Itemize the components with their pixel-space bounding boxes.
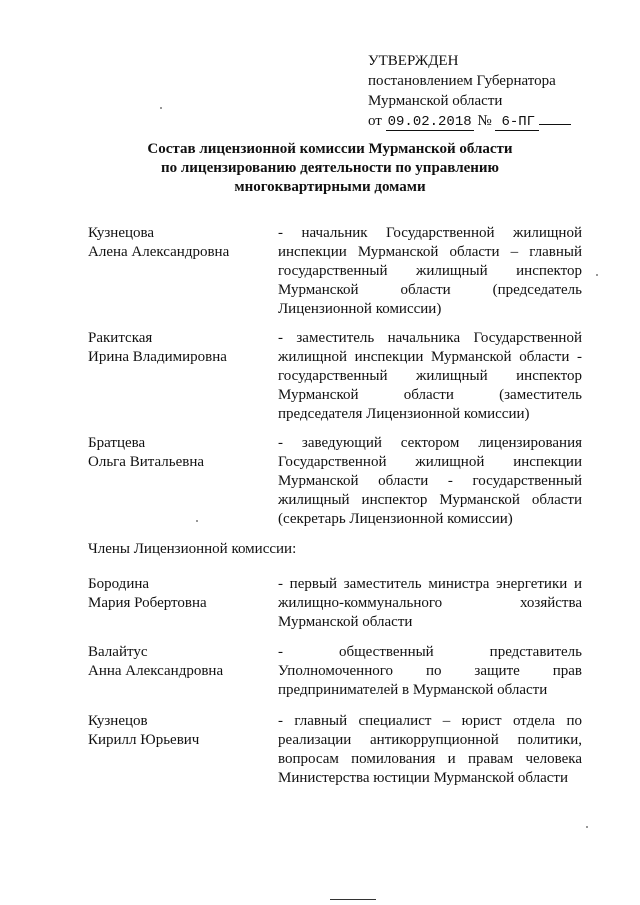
- member-name: [88, 329, 268, 367]
- member-surname: Братцева: [88, 435, 146, 451]
- member-name: [88, 224, 268, 262]
- member-role: - общественный представитель Уполномоченного по защите прав предпринимателей в Мурманской области: [278, 644, 582, 698]
- member-given-name: Кирилл Юрьевич: [88, 732, 200, 748]
- member-role: - первый заместитель министра энергетики и жилищно-коммунального хозяйства Мурманской области: [278, 576, 582, 630]
- member-name: [88, 434, 268, 472]
- document-title: [90, 140, 570, 197]
- approval-block: [368, 51, 571, 131]
- scan-speck: [160, 107, 162, 109]
- number-underline: [539, 124, 571, 125]
- scan-speck: [196, 520, 198, 522]
- member-role: - заведующий сектором лицензирования Государственной жилищной инспекции Мурманской области - государственный жилищный инспектор Мурманской области (секретарь Лицензионной комиссии): [278, 435, 582, 527]
- footer-line: [330, 899, 376, 900]
- approval-number: 6-ПГ: [495, 114, 539, 131]
- member-surname: Валайтус: [88, 644, 148, 660]
- members-heading: Члены Лицензионной комиссии:: [88, 541, 297, 557]
- member-surname: Бородина: [88, 576, 150, 592]
- member-given-name: Ирина Владимировна: [88, 349, 227, 365]
- member-role: - начальник Государственной жилищной инспекции Мурманской области – главный государственный жилищный инспектор Мурманской области (председатель Лицензионной комиссии): [278, 225, 582, 317]
- member-given-name: Алена Александровна: [88, 244, 230, 260]
- member-name: [88, 575, 268, 613]
- approval-line-2: Мурманской области: [368, 93, 503, 109]
- title-line-2: по лицензированию деятельности по управлению: [160, 160, 500, 176]
- title-line-1: Состав лицензионной комиссии Мурманской области: [147, 141, 513, 157]
- approval-date-line: [368, 111, 571, 131]
- approval-date: 09.02.2018: [387, 114, 472, 130]
- scan-speck: [596, 274, 598, 276]
- member-name: [88, 643, 268, 681]
- member-surname: Кузнецов: [88, 713, 148, 729]
- member-given-name: Мария Робертовна: [88, 595, 207, 611]
- scan-speck: [586, 826, 588, 828]
- member-surname: Ракитская: [88, 330, 153, 346]
- title-line-3: многоквартирными домами: [234, 179, 426, 195]
- member-given-name: Ольга Витальевна: [88, 454, 205, 470]
- member-surname: Кузнецова: [88, 225, 155, 241]
- approval-heading: УТВЕРЖДЕН: [368, 53, 459, 69]
- approval-line-1: постановлением Губернатора: [368, 73, 556, 89]
- member-role: - заместитель начальника Государственной жилищной инспекции Мурманской области - государственный жилищный инспектор Мурманской области (заместитель председателя Лицензионной комиссии): [278, 330, 582, 422]
- number-sign: №: [477, 113, 492, 129]
- member-role: - главный специалист – юрист отдела по реализации антикоррупционной политики, вопросам помилования и правам человека Министерства юстиции Мурманской области: [278, 713, 582, 786]
- member-name: [88, 712, 268, 750]
- date-prefix: от: [368, 113, 382, 129]
- member-given-name: Анна Александровна: [88, 663, 224, 679]
